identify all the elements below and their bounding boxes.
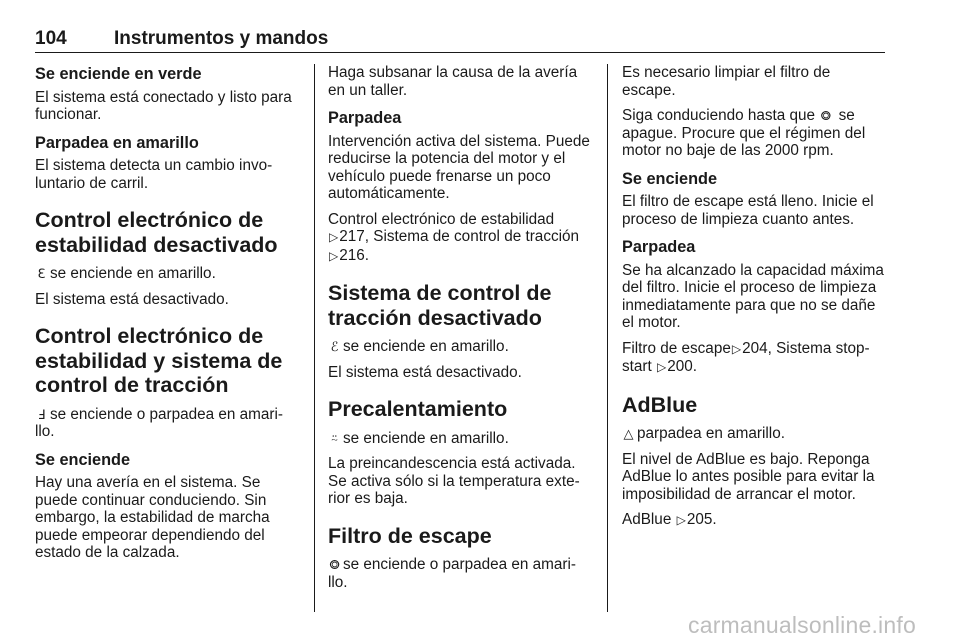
heading-on: Se enciende (622, 169, 718, 188)
column-3 (622, 64, 887, 538)
page-number: 104 (35, 28, 67, 49)
column-divider (314, 64, 315, 612)
paragraph: El filtro de escape está lleno. Inicie el proceso de limpieza cuanto antes. (622, 193, 874, 228)
paragraph: ⭗ se enciende o parpadea en amari-llo. (328, 556, 577, 591)
paragraph: Control electrónico de estabilidad ▷217, Sistema de control de tracción ▷216. (328, 210, 580, 264)
paragraph: △ parpadea en amarillo. (623, 425, 785, 442)
watermark: carmanualsonline.info (688, 612, 916, 638)
paragraph: ℰ se enciende en amarillo. (328, 338, 593, 356)
page-ref-arrow-icon: ▷ (657, 360, 667, 374)
heading-esc-off: Control electrónico de estabilidad desactivado (35, 208, 278, 257)
heading-blink: Parpadea (328, 109, 402, 127)
heading-green: Se enciende en verde (35, 65, 202, 83)
paragraph: ℇ se enciende en amarillo. (35, 265, 300, 283)
heading-blink: Parpadea (622, 238, 696, 256)
traction-off-icon: ℰ (330, 339, 339, 354)
paragraph: AdBlue ▷205. (622, 511, 717, 528)
paragraph: Intervención activa del sistema. Puede reducirse la potencia del motor y el vehículo puede frenarse un poco automáticamente. (328, 132, 590, 202)
paragraph: Filtro de escape▷204, Sistema stop-start ▷200. (622, 339, 870, 375)
chapter-title: Instrumentos y mandos (114, 28, 329, 49)
heading-filter: Filtro de escape (328, 523, 492, 548)
paragraph: El sistema detecta un cambio invo-luntario de carril. (35, 157, 273, 192)
page-ref-arrow-icon: ▷ (731, 341, 742, 356)
heading-esc-traction: Control electrónico de estabilidad y sistema de control de tracción (35, 324, 283, 397)
paragraph: El sistema está desactivado. (328, 363, 522, 381)
paragraph: La preincandescencia está activada. Se activa sólo si la temperatura exte-rior es baja. (328, 455, 580, 507)
esc-traction-icon: Ⅎ (37, 406, 46, 422)
page-ref-arrow-icon: ▷ (329, 248, 339, 263)
exhaust-filter-icon: ⭗ (820, 108, 831, 123)
heading-adblue: AdBlue (622, 392, 698, 417)
heading-on: Se enciende (35, 450, 131, 469)
paragraph: El sistema está conectado y listo para funcionar. (35, 88, 292, 123)
paragraph: El nivel de AdBlue es bajo. Reponga AdBlue lo antes posible para evitar la imposibilidad de arrancar el motor. (622, 450, 875, 503)
esc-off-icon: ℇ (37, 266, 46, 281)
paragraph: Ⅎ se enciende o parpadea en amari-llo. (35, 405, 284, 440)
paragraph: Hay una avería en el sistema. Se puede continuar conduciendo. Sin embargo, la estabilidad de marcha puede empeorar dependiendo del estado de la calzada. (35, 474, 270, 561)
heading-traction-off: Sistema de control de tracción desactivado (328, 281, 552, 330)
paragraph: ⍨ se enciende en amarillo. (328, 430, 593, 448)
adblue-icon: △ (623, 426, 634, 441)
heading-preheat: Precalentamiento (328, 397, 508, 421)
paragraph: Siga conduciendo hasta que ⭗ se apague. Procure que el régimen del motor no baje de las 2000 rpm. (622, 107, 866, 159)
page-ref-arrow-icon: ▷ (329, 230, 339, 244)
page-ref-arrow-icon: ▷ (676, 513, 686, 527)
paragraph: Es necesario limpiar el filtro de escape. (622, 64, 831, 99)
heading-yellow: Parpadea en amarillo (35, 133, 199, 152)
column-2 (328, 64, 593, 599)
paragraph: Se ha alcanzado la capacidad máxima del filtro. Inicie el proceso de limpieza inmediatamente para que no se dañe el motor. (622, 261, 884, 331)
exhaust-filter-icon: ⭗ (329, 557, 340, 572)
column-1 (35, 64, 300, 570)
column-divider (607, 64, 608, 612)
paragraph: Haga subsanar la causa de la avería en un taller. (328, 64, 578, 99)
paragraph: El sistema está desactivado. (35, 290, 229, 308)
glow-plug-icon: ⍨ (330, 430, 339, 446)
page-header (35, 26, 885, 53)
